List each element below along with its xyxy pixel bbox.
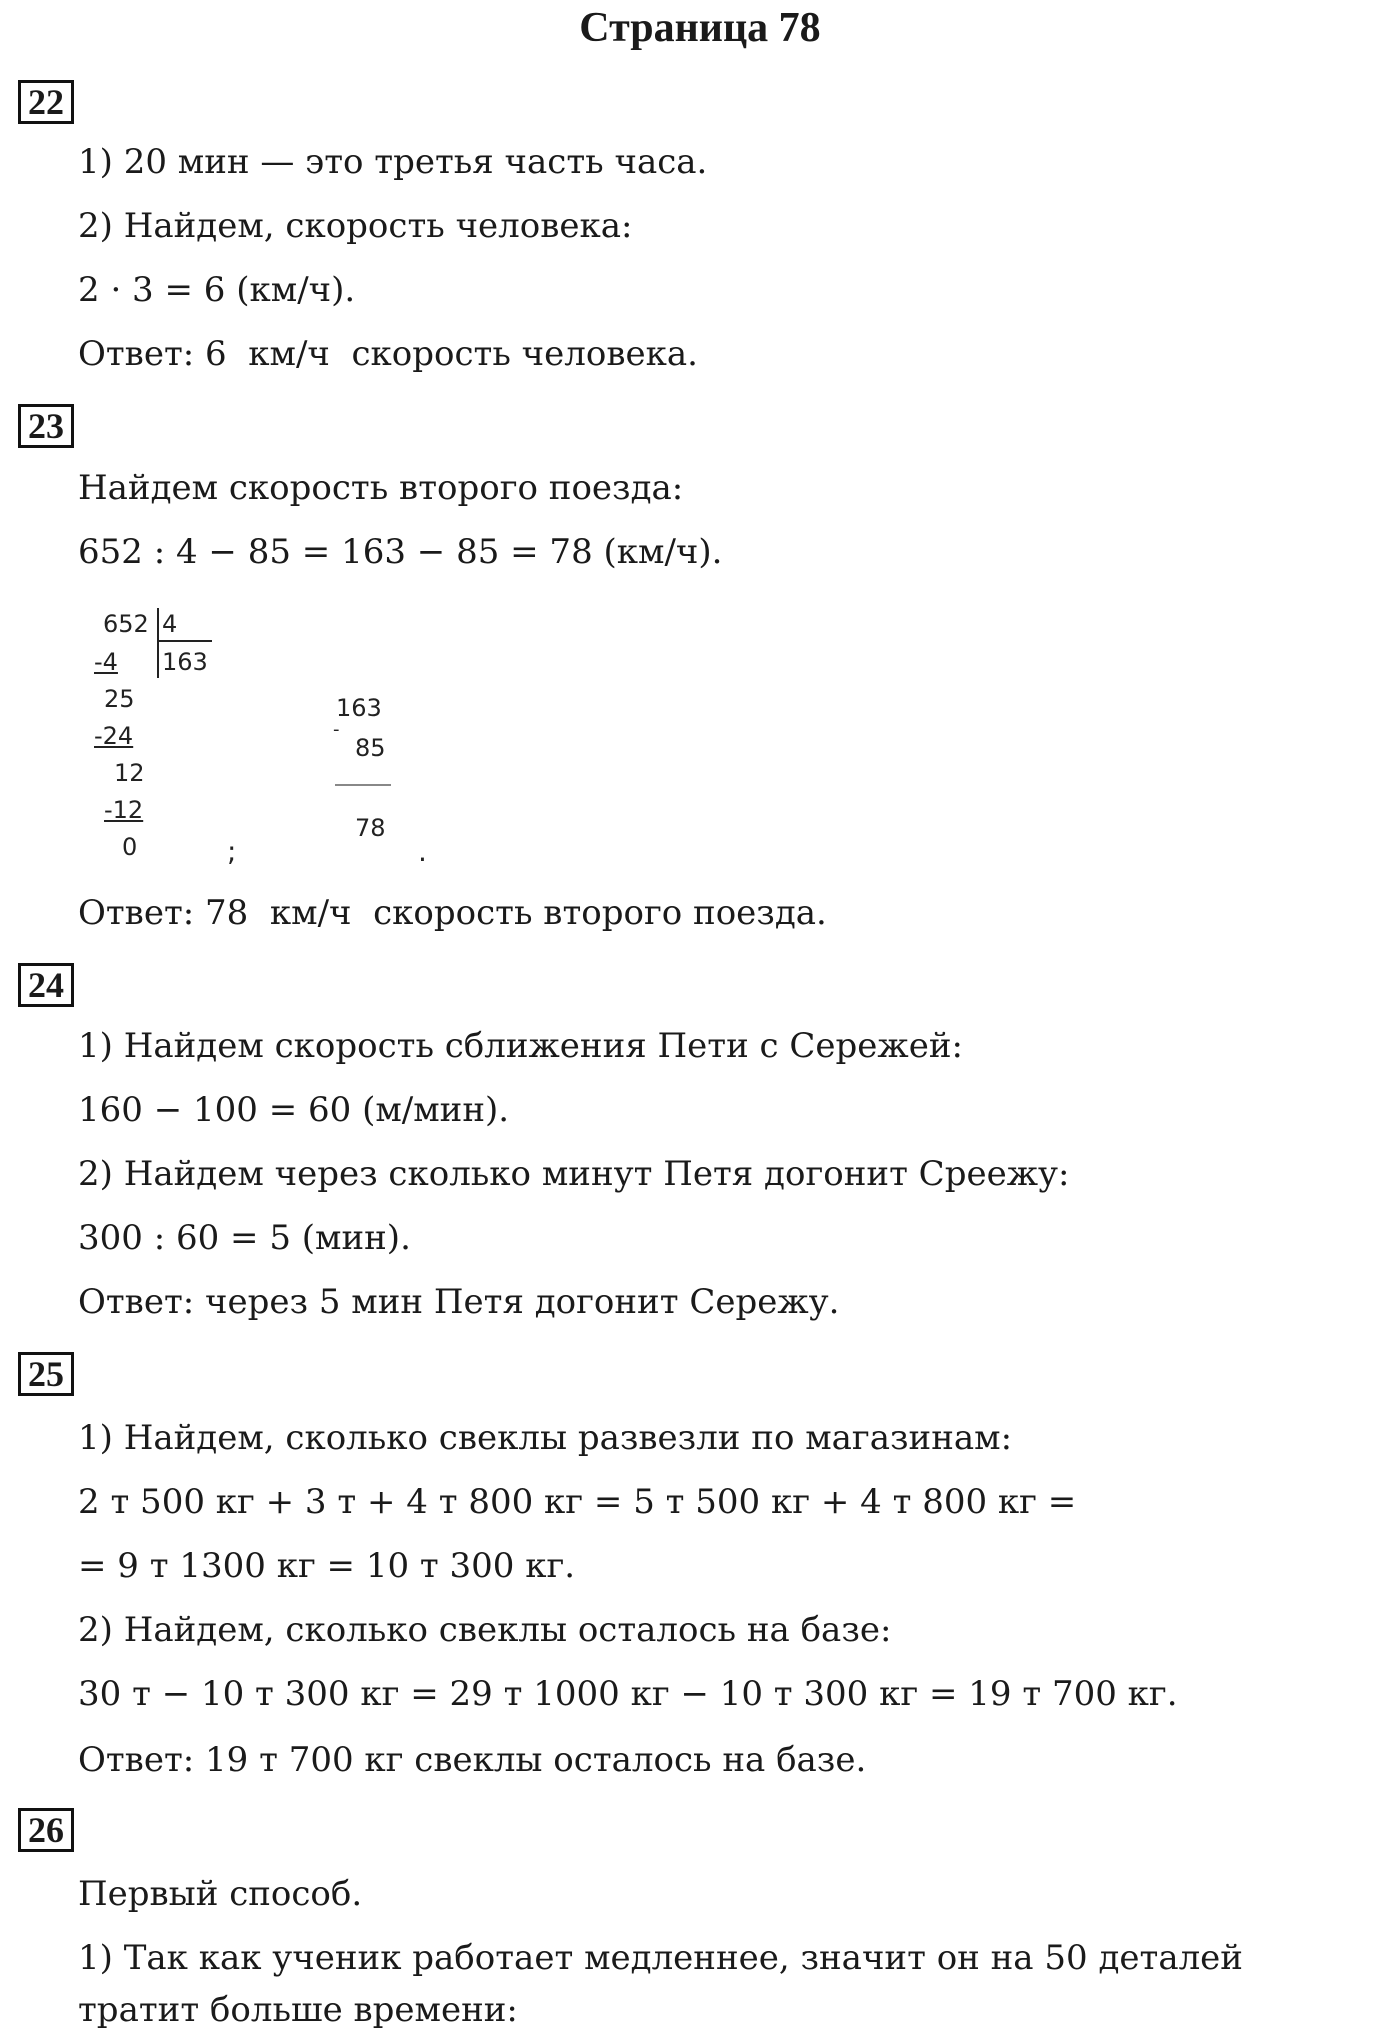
problem-number-24: 24	[18, 963, 74, 1007]
problem-26-line-3: тратит больше времени:	[78, 1990, 518, 2030]
division-divisor: 4	[162, 610, 178, 638]
division-step-5: -12	[104, 796, 144, 824]
problem-number-22: 22	[18, 80, 74, 124]
problem-number-26: 26	[18, 1808, 74, 1852]
problem-23-line-2: 652 : 4 − 85 = 163 − 85 = 78 (км/ч).	[78, 532, 723, 572]
problem-24-line-1: 1) Найдем скорость сближения Пети с Сережей:	[78, 1026, 963, 1066]
division-quotient: 163	[162, 648, 208, 676]
problem-23-line-1: Найдем скорость второго поезда:	[78, 468, 684, 508]
division-dividend: 652	[103, 610, 149, 638]
division-step-4: 12	[114, 759, 145, 787]
subtraction-minuend: 163	[336, 694, 382, 722]
subtraction-end-mark: .	[418, 835, 427, 868]
division-step-3: -24	[94, 722, 134, 750]
problem-25-line-4: 2) Найдем, сколько свеклы осталось на базе:	[78, 1610, 892, 1650]
problem-number-25: 25	[18, 1352, 74, 1396]
problem-24-line-4: 300 : 60 = 5 (мин).	[78, 1218, 411, 1258]
problem-22-line-3: 2 · 3 = 6 (км/ч).	[78, 270, 356, 310]
problem-22-answer: Ответ: 6 км/ч скорость человека.	[78, 334, 698, 374]
problem-24-line-2: 160 − 100 = 60 (м/мин).	[78, 1090, 510, 1130]
problem-25-line-2: 2 т 500 кг + 3 т + 4 т 800 кг = 5 т 500 кг + 4 т 800 кг =	[78, 1482, 1077, 1522]
problem-23-answer: Ответ: 78 км/ч скорость второго поезда.	[78, 893, 827, 933]
problem-number-23: 23	[18, 404, 74, 448]
subtraction-result: 78	[355, 814, 386, 842]
problem-22-line-1: 1) 20 мин — это третья часть часа.	[78, 142, 708, 182]
problem-26-line-2: 1) Так как ученик работает медленнее, значит он на 50 деталей	[78, 1938, 1243, 1978]
page-title: Страница 78	[579, 5, 821, 51]
problem-22-line-2: 2) Найдем, скорость человека:	[78, 206, 633, 246]
division-step-2: 25	[104, 685, 135, 713]
division-end-mark: ;	[227, 835, 237, 868]
division-horizontal-line	[157, 640, 212, 642]
subtraction-line	[335, 784, 391, 786]
problem-24-answer: Ответ: через 5 мин Петя догонит Сережу.	[78, 1282, 840, 1322]
subtraction-subtrahend: 85	[355, 734, 386, 762]
problem-25-answer: Ответ: 19 т 700 кг свеклы осталось на базе.	[78, 1740, 867, 1780]
problem-25-line-1: 1) Найдем, сколько свеклы развезли по магазинам:	[78, 1418, 1013, 1458]
problem-25-line-3: = 9 т 1300 кг = 10 т 300 кг.	[78, 1546, 576, 1586]
problem-24-line-3: 2) Найдем через сколько минут Петя догонит Среежу:	[78, 1154, 1070, 1194]
division-vertical-line	[157, 608, 159, 678]
problem-25-line-5: 30 т − 10 т 300 кг = 29 т 1000 кг − 10 т 300 кг = 19 т 700 кг.	[78, 1674, 1178, 1714]
problem-26-line-1: Первый способ.	[78, 1874, 363, 1914]
division-step-1: -4	[94, 648, 118, 676]
division-step-6: 0	[122, 833, 138, 861]
subtraction-sign: -	[333, 719, 340, 740]
